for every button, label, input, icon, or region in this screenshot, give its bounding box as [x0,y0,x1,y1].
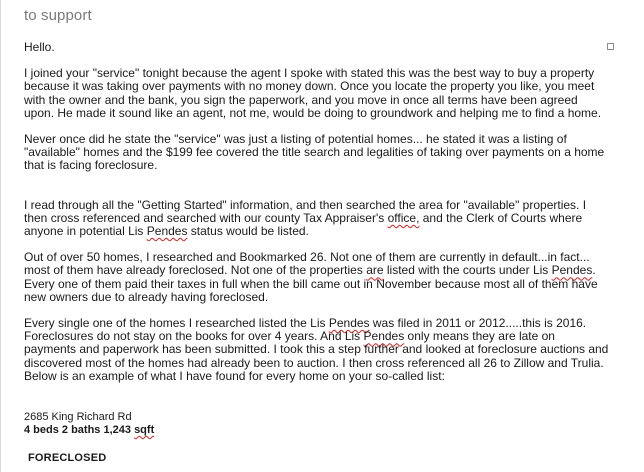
paragraph-1: I joined your "service" tonight because the agent I spoke with stated this was the best way to buy a property because it was taking over payments with no money down. Once you locate the property you like, you meet with the owner and the bank, you sign the paperwork, and you move in once all terms have been agreed upon. He made it sound like an agent, not me, would be doing to groundwork and helping me to find a home. [24,66,602,120]
paragraph-2: Never once did he state the "service" was just a listing of potential homes... he stated it was a listing of "available" homes and the $199 fee covered the title search and legalities of taking over payments on a home that is facing foreclosure. [24,132,605,173]
spell-flag-pendes[interactable]: Pendes [328,316,370,331]
spell-flag-sqft[interactable]: sqft [134,424,155,437]
recipient-line[interactable]: to support [24,7,92,24]
spell-flag-pendes[interactable]: Pendes [363,329,405,344]
spell-flag-are[interactable]: are [366,263,384,278]
listing-address: 2685 King Richard Rd [24,411,132,423]
paragraph-5: Every single one of the homes I researched listed the Lis Pendes was filed in 2011 or 2012.....this is 2016. Foreclosures do not stay on the books for over 4 years. And Lis Pendes only means they are late on payments and paperwork has been submitted. I took this a step further and looked at foreclosure auctions and discovered most of the homes had already been to auction. I then cross referenced all 26 to Zillow and Trulia. Below is an example of what I have found for every home on your so-called list: [24,316,609,383]
page-left-edge [0,0,1,472]
spell-flag-office[interactable]: office, [387,210,420,225]
paragraph-3: I read through all the "Getting Started" information, and then searched the area for "available" properties. I then cross referenced and searched with our county Tax Appraiser's office, and the Clerk of Courts where anyone in potential Lis Pendes status would be listed. [24,197,587,239]
greeting: Hello. [24,40,55,54]
spell-flag-pendes[interactable]: Pendes [146,224,188,239]
listing-details: 4 beds 2 baths 1,243 sqft [24,424,155,437]
message-body[interactable] [24,41,609,383]
spell-flag-pendes[interactable]: Pendes [551,263,593,278]
listing-status: FORECLOSED [28,452,107,464]
paragraph-4: Out of over 50 homes, I researched and Bookmarked 26. Not one of them are currently in default...in fact... most of them have already foreclosed. Not one of the properties are listed with the courts under Lis Pendes. Every one of them paid their taxes in full when the bill came out in November because most all of them have new owners due to already having foreclosed. [24,250,598,304]
property-listing [24,411,154,437]
